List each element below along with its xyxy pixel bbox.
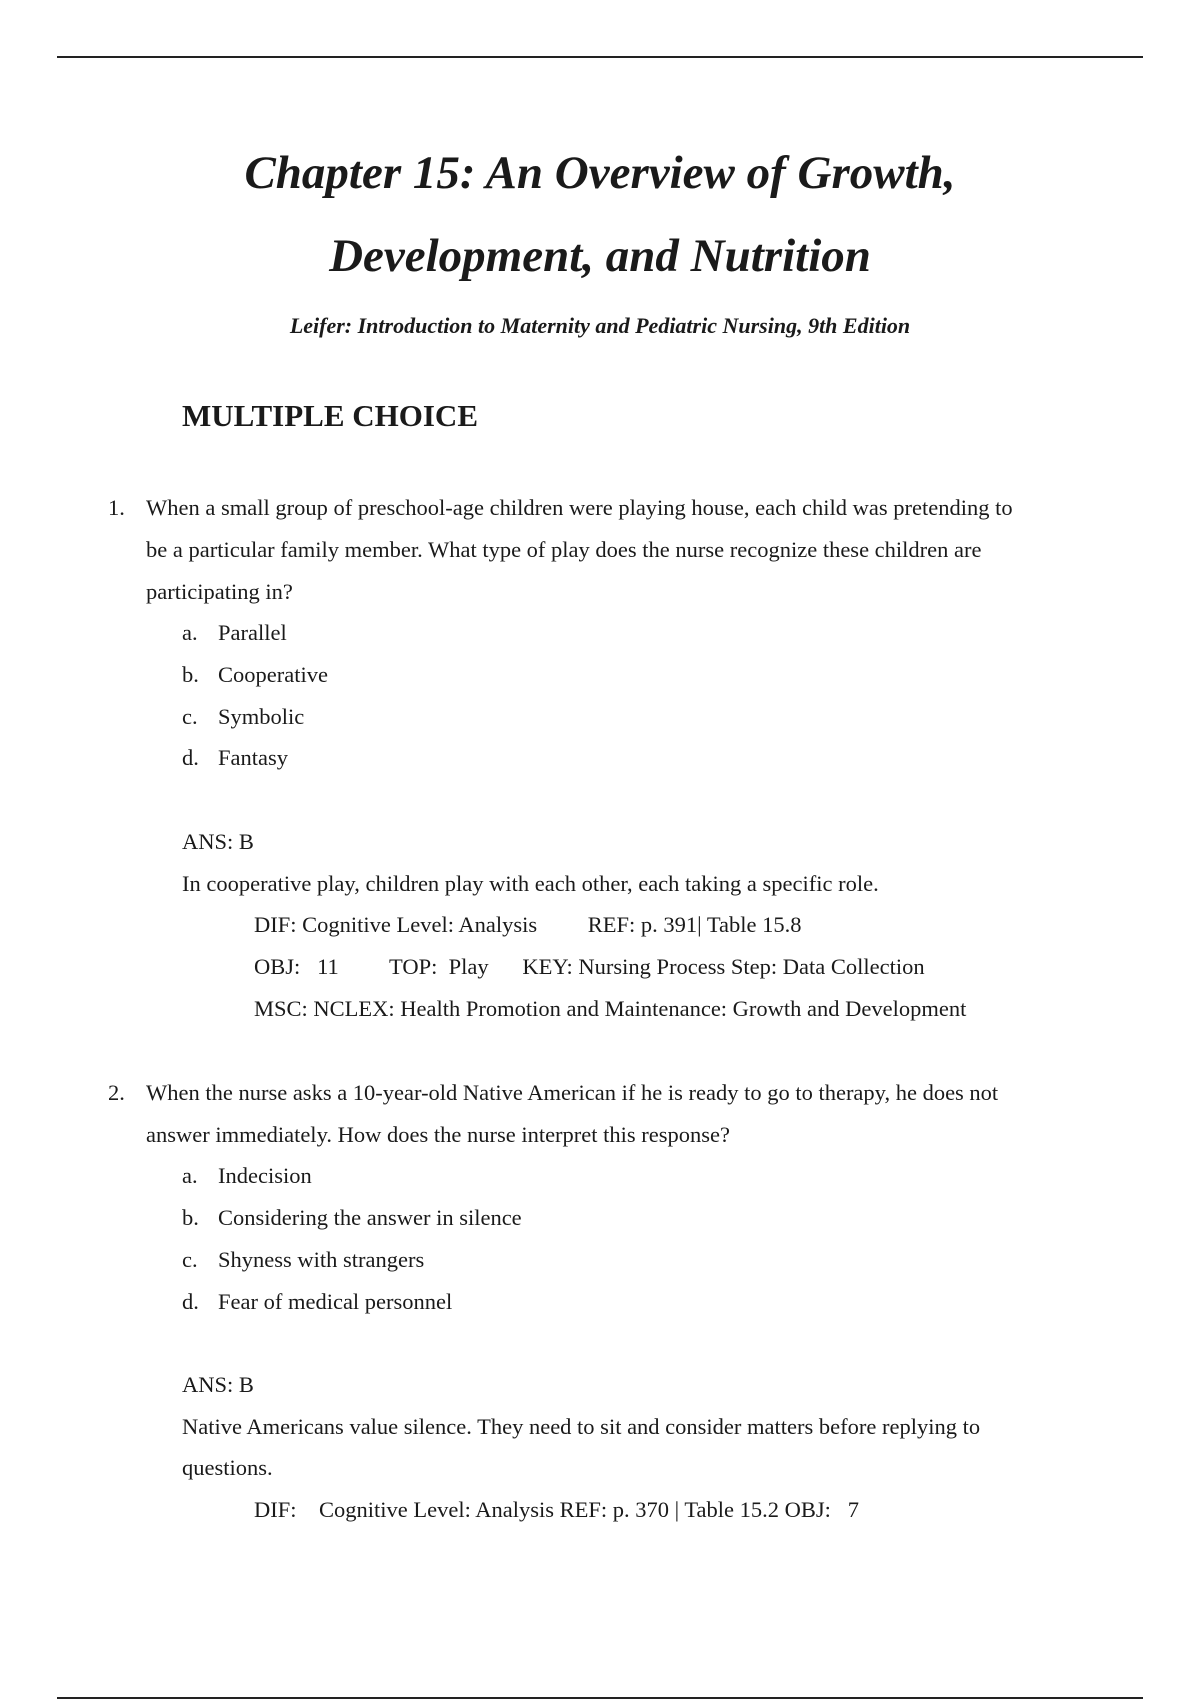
question-text-line: be a particular family member. What type of play does the nurse recognize these children are <box>146 537 982 562</box>
question-text-line: When a small group of preschool-age children were playing house, each child was pretending to <box>146 495 1013 520</box>
option-letter: b. <box>182 1205 199 1230</box>
question-number: 2. <box>108 1080 125 1105</box>
option-letter: d. <box>182 1289 199 1314</box>
option-text: Indecision <box>218 1163 312 1188</box>
option-text: Considering the answer in silence <box>218 1205 522 1230</box>
section-heading: MULTIPLE CHOICE <box>182 398 478 433</box>
option-letter: a. <box>182 1163 198 1188</box>
option-letter: c. <box>182 704 198 729</box>
option-letter: c. <box>182 1247 198 1272</box>
question-number: 1. <box>108 495 125 520</box>
chapter-title-line-2: Development, and Nutrition <box>329 230 871 282</box>
chapter-title-line-1: Chapter 15: An Overview of Growth, <box>244 147 956 199</box>
answer-key: ANS: B <box>182 829 254 854</box>
option-text: Cooperative <box>218 662 328 687</box>
option-text: Fear of medical personnel <box>218 1289 453 1314</box>
option-letter: b. <box>182 662 199 687</box>
bottom-rule <box>57 1697 1143 1699</box>
rationale-line: Native Americans value silence. They need to sit and consider matters before replying to <box>182 1414 981 1439</box>
book-subtitle: Leifer: Introduction to Maternity and Pediatric Nursing, 9th Edition <box>289 313 911 338</box>
option-text: Shyness with strangers <box>218 1247 425 1272</box>
option-text: Parallel <box>218 620 287 645</box>
rationale-line: In cooperative play, children play with each other, each taking a specific role. <box>182 871 879 896</box>
meta-line: MSC: NCLEX: Health Promotion and Maintenance: Growth and Development <box>254 996 967 1021</box>
answer-key: ANS: B <box>182 1372 254 1397</box>
option-letter: a. <box>182 620 198 645</box>
option-text: Fantasy <box>218 745 288 770</box>
meta-line: DIF: Cognitive Level: Analysis REF: p. 391| Table 15.8 <box>254 912 802 937</box>
rationale-line: questions. <box>182 1455 273 1480</box>
top-rule <box>57 56 1143 58</box>
question-text-line: When the nurse asks a 10-year-old Native American if he is ready to go to therapy, he does not <box>146 1080 999 1105</box>
question-text-line: answer immediately. How does the nurse interpret this response? <box>146 1122 731 1147</box>
option-text: Symbolic <box>218 704 305 729</box>
question-text-line: participating in? <box>146 579 293 604</box>
option-letter: d. <box>182 745 199 770</box>
meta-line: DIF: Cognitive Level: Analysis REF: p. 370 | Table 15.2 OBJ: 7 <box>254 1497 860 1522</box>
meta-line: OBJ: 11 TOP: Play KEY: Nursing Process Step: Data Collection <box>254 954 925 979</box>
